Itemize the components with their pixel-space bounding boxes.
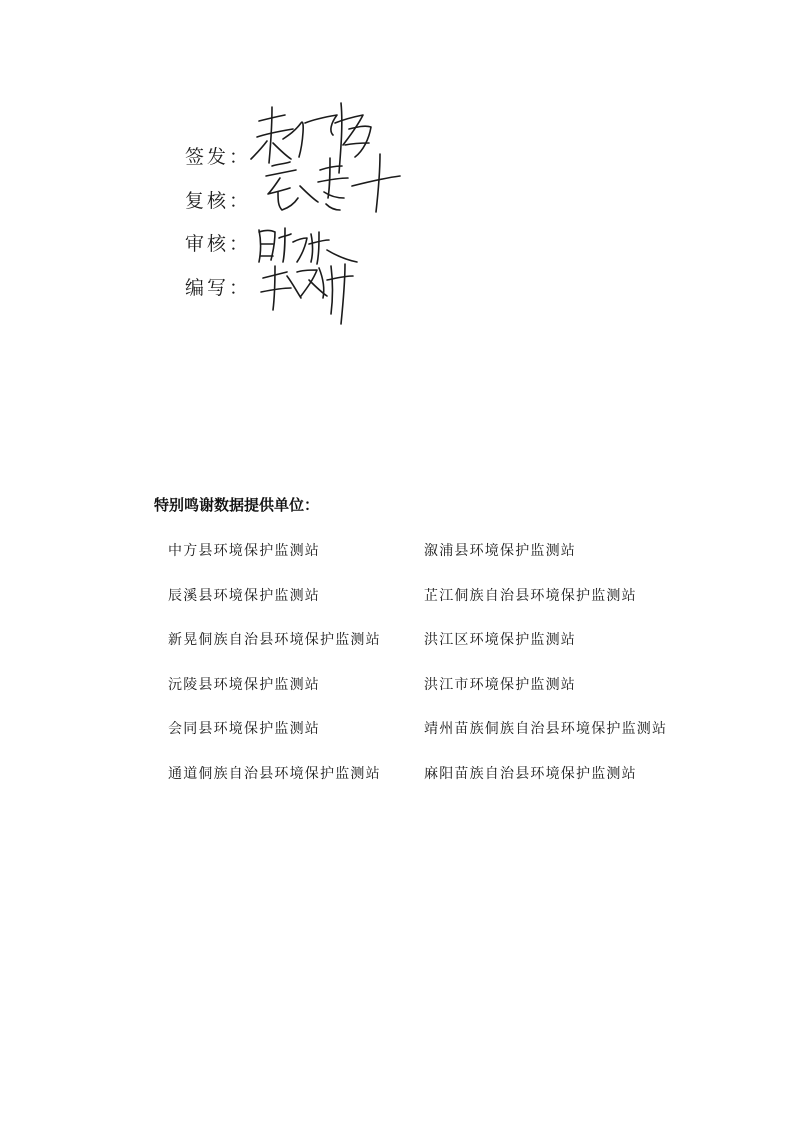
list-item: 溆浦县环境保护监测站 bbox=[424, 543, 576, 559]
author-label: 编写： bbox=[185, 276, 252, 299]
list-item: 麻阳苗族自治县环境保护监测站 bbox=[424, 765, 637, 782]
reviewer-label: 复核： bbox=[185, 189, 252, 212]
signoff-row-auditor bbox=[185, 227, 251, 257]
list-item: 靖州苗族侗族自治县环境保护监测站 bbox=[424, 721, 668, 738]
signoff-row-author bbox=[185, 271, 251, 301]
list-item: 沅陵县环境保护监测站 bbox=[168, 676, 320, 693]
station-list-right bbox=[424, 540, 667, 808]
list-item: 中方县环境保护监测站 bbox=[168, 543, 320, 559]
signoff-row-reviewer bbox=[185, 184, 251, 214]
issuer-label: 签发： bbox=[185, 145, 252, 168]
auditor-label: 审核： bbox=[185, 232, 252, 255]
list-item: 新晃侗族自治县环境保护监测站 bbox=[168, 632, 381, 649]
signature-reviewer bbox=[260, 152, 400, 222]
thanks-title: 特别鸣谢数据提供单位： bbox=[154, 496, 320, 514]
list-item: 会同县环境保护监测站 bbox=[168, 721, 320, 738]
list-item: 通道侗族自治县环境保护监测站 bbox=[168, 765, 381, 782]
list-item: 洪江市环境保护监测站 bbox=[424, 676, 576, 693]
list-item: 洪江区环境保护监测站 bbox=[424, 632, 576, 649]
station-list-left bbox=[168, 540, 381, 808]
list-item: 辰溪县环境保护监测站 bbox=[168, 587, 320, 604]
signoff-row-issuer bbox=[185, 140, 251, 170]
signature-author bbox=[257, 258, 367, 328]
signoff-block bbox=[185, 138, 425, 338]
list-item: 芷江侗族自治县环境保护监测站 bbox=[424, 587, 637, 604]
